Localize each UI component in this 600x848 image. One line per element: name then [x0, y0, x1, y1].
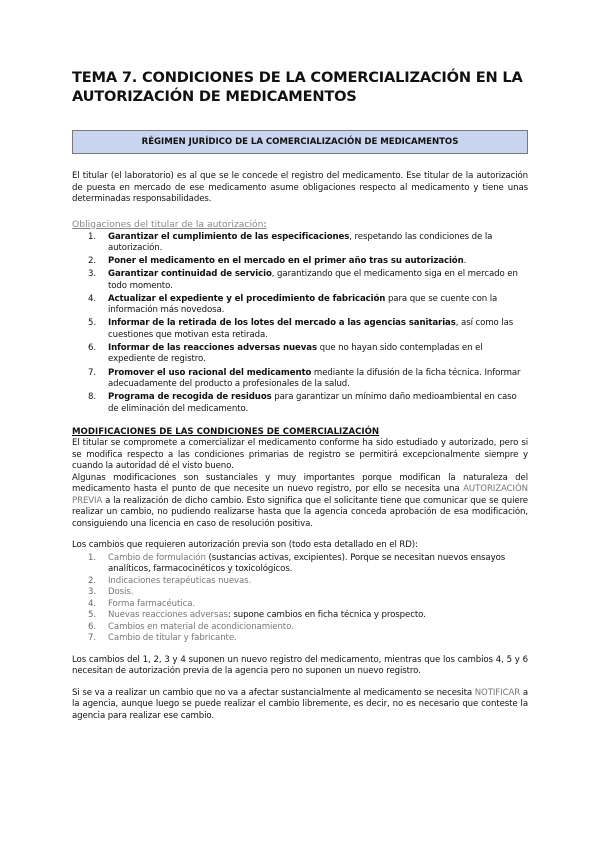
change-title: Cambio de titular y fabricante. — [108, 633, 237, 644]
notify-text-a: Si se va a realizar un cambio que no va a afectar sustancialmente al medicamento se necesita — [72, 687, 475, 698]
obligation-bold: Promover el uso racional del medicamento — [108, 367, 312, 378]
obligation-number: 7. — [88, 367, 96, 378]
obligation-item — [72, 294, 528, 317]
obligation-item — [72, 343, 528, 366]
obligation-bold: Garantizar el cumplimiento de las especificaciones — [108, 231, 350, 242]
obligation-item — [72, 256, 528, 268]
change-number: 2. — [88, 575, 96, 586]
change-detail: (sustancias activas, excipientes). Porque se necesitan nuevos ensayos analíticos, farmacocinéticos y toxicológicos. — [108, 552, 506, 575]
change-item — [72, 553, 528, 576]
section-header-text: RÉGIMEN JURÍDICO DE LA COMERCIALIZACIÓN DE MEDICAMENTOS — [141, 137, 459, 147]
change-item — [72, 633, 528, 645]
obligation-rest: para que se cuente con la información más novedosa. — [108, 293, 498, 316]
section-header-box — [72, 130, 528, 154]
change-title: Cambios en material de acondicionamiento. — [108, 621, 294, 632]
obligation-bold: Programa de recogida de residuos — [108, 392, 272, 403]
change-title: Cambio de formulación — [108, 552, 206, 563]
obligations-label-text: Obligaciones del titular de la autorización — [72, 218, 264, 230]
modifications-paragraph-2 — [72, 473, 528, 531]
change-detail: : supone cambios en ficha técnica y prospecto. — [227, 610, 426, 621]
obligation-item — [72, 269, 528, 292]
obligation-item — [72, 392, 528, 415]
obligation-bold: Informar de las reacciones adversas nuevas — [108, 342, 317, 353]
obligation-number: 5. — [88, 318, 96, 329]
change-title: Nuevas reacciones adversas — [108, 610, 228, 621]
obligation-rest: , respetando las condiciones de la autorización. — [108, 231, 493, 253]
obligation-number: 6. — [88, 342, 96, 353]
change-item — [72, 599, 528, 611]
obligation-rest: para garantizar un mínimo daño medioambiental en caso de eliminación del medicamento. — [108, 392, 517, 414]
modifications-paragraph-1: El titular se compromete a comercializar el medicamento conforme ha sido estudiado y autorizado, pero si se modifica respecto a las condiciones primarias de registro se permitirá excepcionalmente siempre y cuando la autoridad dé el visto bueno. — [72, 438, 528, 472]
change-title: Indicaciones terapéuticas nuevas. — [108, 575, 252, 586]
obligation-bold: Poner el medicamento en el mercado en el primer año tras su autorización — [108, 256, 464, 267]
change-item — [72, 610, 528, 622]
obligation-rest: . — [463, 256, 467, 267]
obligation-item — [72, 368, 528, 391]
obligations-list — [72, 232, 528, 416]
change-number: 3. — [88, 587, 96, 598]
obligation-bold: Actualizar el expediente y el procedimiento de fabricación — [108, 293, 386, 304]
change-number: 1. — [88, 552, 96, 563]
change-number: 6. — [88, 621, 96, 632]
mod-p2-text-b: a la realización de dicho cambio. Esto significa que el solicitante tiene que comunicar que se quiere realizar un cambio, no pudiendo realizarse hasta que la agencia conceda aprobación de esa modificación, consiguiendo una licencia en caso de resolución positiva. — [72, 495, 528, 529]
obligation-item — [72, 318, 528, 341]
modifications-heading: MODIFICACIONES DE LAS CONDICIONES DE COMERCIALIZACIÓN — [72, 427, 380, 438]
change-item — [72, 622, 528, 634]
intro-paragraph: El titular (el laboratorio) es al que se le concede el registro del medicamento. Ese titular de la autorización de puesta en mercado de ese medicamento asume obligaciones respecto al medicamento y tiene unas determinadas responsabilidades. — [72, 171, 528, 204]
obligation-rest: , garantizando que el medicamento siga en el mercado en todo momento. — [108, 269, 518, 291]
notify-paragraph — [72, 688, 528, 723]
document-page — [72, 68, 528, 722]
change-number: 4. — [88, 598, 96, 609]
obligation-rest: , así como las cuestiones que motivan esta retirada. — [108, 318, 514, 340]
change-item — [72, 576, 528, 588]
prior-authorization-highlight: AUTORIZACIÓN PREVIA — [72, 484, 528, 506]
changes-summary: Los cambios del 1, 2, 3 y 4 suponen un nuevo registro del medicamento, mientras que los cambios 4, 5 y 6 necesitan de autorización previa de la agencia pero no suponen un nuevo registro. — [72, 654, 528, 677]
change-number: 7. — [88, 633, 96, 644]
obligation-number: 3. — [88, 269, 96, 280]
change-number: 5. — [88, 610, 96, 621]
obligation-number: 2. — [88, 256, 96, 267]
document-title: TEMA 7. CONDICIONES DE LA COMERCIALIZACIÓN EN LA AUTORIZACIÓN DE MEDICAMENTOS — [72, 69, 523, 105]
notify-text-b: a la agencia, aunque luego se puede realizar el cambio libremente, es decir, no es necesario que conteste la agencia para realizar ese cambio. — [72, 687, 528, 721]
obligation-number: 1. — [88, 231, 96, 242]
obligation-number: 8. — [88, 392, 96, 403]
obligation-bold: Garantizar continuidad de servicio — [108, 269, 272, 280]
obligations-label: Obligaciones del titular de la autorización: — [72, 218, 267, 230]
changes-list — [72, 553, 528, 645]
change-title: Dosis. — [108, 587, 134, 598]
change-item — [72, 587, 528, 599]
obligation-rest: que no hayan sido contempladas en el expediente de registro. — [108, 342, 483, 365]
notify-highlight: NOTIFICAR — [474, 687, 521, 698]
mod-p2-text-a: Algunas modificaciones son sustanciales y muy importantes porque modifican la naturaleza del medicamento hasta el punto de que necesite un nuevo registro, por ello se necesita una — [72, 472, 528, 495]
change-title: Forma farmacéutica. — [108, 598, 195, 609]
obligation-item — [72, 232, 528, 255]
obligation-bold: Informar de la retirada de los lotes del mercado a las agencias sanitarias — [108, 318, 456, 329]
changes-intro: Los cambios que requieren autorización previa son (todo esta detallado en el RD): — [72, 540, 418, 551]
obligation-rest: mediante la difusión de la ficha técnica. Informar adecuadamente del producto a profesionales de la salud. — [108, 367, 521, 390]
obligation-number: 4. — [88, 293, 96, 304]
